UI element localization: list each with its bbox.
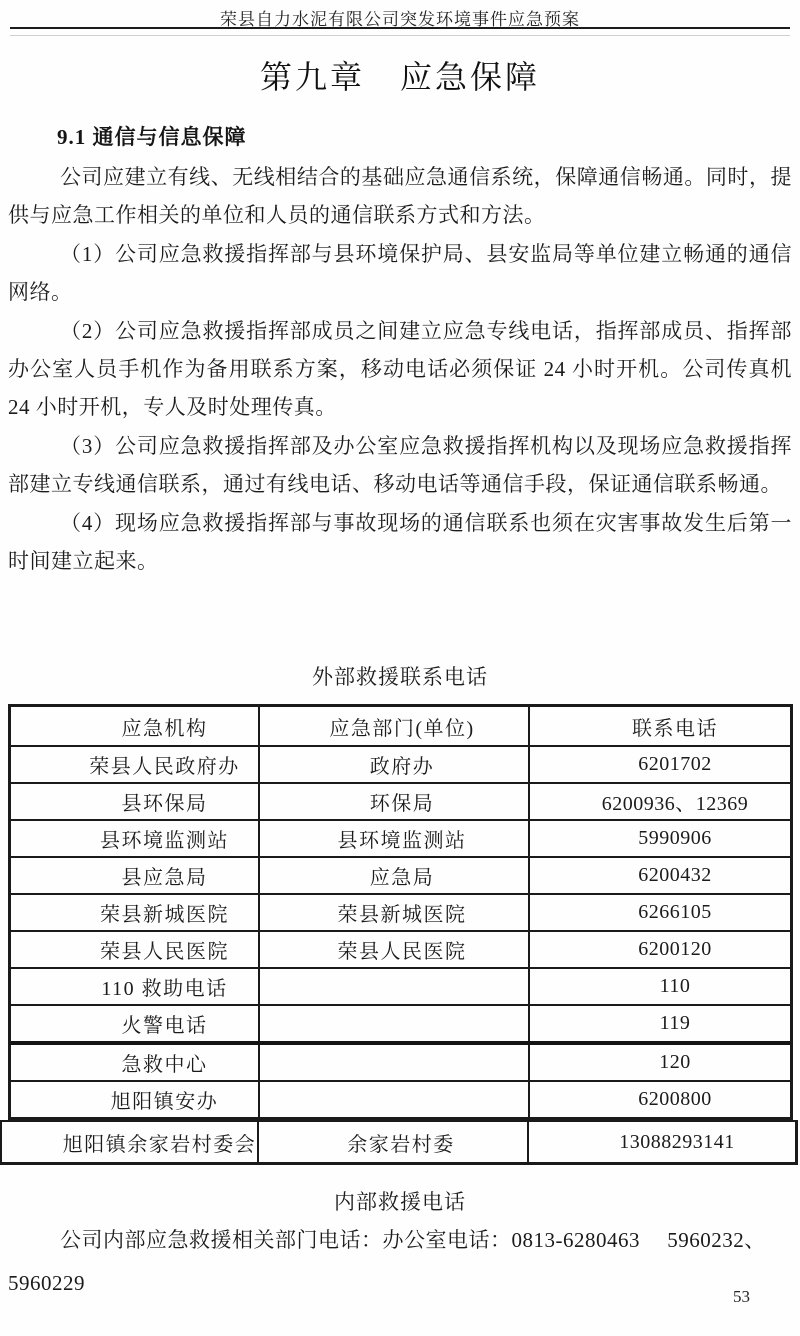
column-header-agency: 应急机构 xyxy=(121,717,208,740)
page-number: 53 xyxy=(733,1287,750,1306)
cell-phone: 6200800 xyxy=(638,1088,712,1110)
paragraph-item-2: （2）公司应急救援指挥部成员之间建立应急专线电话，指挥部成员、指挥部办公室人员手机作为备用联系方案，移动电话必须保证 24 小时开机。公司传真机 24 小时开机，专人及时处理传真。 xyxy=(8,318,792,420)
cell-phone: 6200432 xyxy=(638,864,712,886)
column-header-department: 应急部门(单位) xyxy=(258,707,530,745)
cell-phone: 6266105 xyxy=(638,901,712,923)
paragraph-item-4: （4）现场应急救援指挥部与事故现场的通信联系也须在灾害事故发生后第一时间建立起来。 xyxy=(8,510,792,574)
internal-phones-caption: 内部救援电话 xyxy=(334,1190,466,1214)
internal-phones-line: 公司内部应急救援相关部门电话：办公室电话：0813-6280463 5960232、 xyxy=(60,1228,766,1252)
paragraph-item-1: （1）公司应急救援指挥部与县环境保护局、县安监局等单位建立畅通的通信网络。 xyxy=(8,241,792,305)
cell-phone: 5990906 xyxy=(638,827,712,849)
table-row xyxy=(11,930,790,967)
cell-agency: 荣县新城医院 xyxy=(100,904,229,926)
header-rule xyxy=(10,27,790,29)
cell-department xyxy=(258,1045,530,1080)
cell-department: 政府办 xyxy=(258,747,530,782)
section-heading: 9.1 通信与信息保障 xyxy=(57,125,247,149)
cell-phone: 6200120 xyxy=(638,938,712,960)
cell-phone: 120 xyxy=(659,1051,691,1073)
table-row xyxy=(11,745,790,782)
cell-department: 应急局 xyxy=(258,858,530,893)
cell-department: 余家岩村委 xyxy=(257,1122,529,1162)
table-row xyxy=(11,1004,790,1041)
cell-department xyxy=(258,1006,530,1041)
cell-agency: 荣县人民医院 xyxy=(100,941,229,963)
cell-agency: 县环境监测站 xyxy=(100,830,229,852)
table-row xyxy=(11,967,790,1004)
table-row xyxy=(11,782,790,819)
cell-department: 荣县新城医院 xyxy=(258,895,530,930)
table-row xyxy=(11,856,790,893)
cell-agency: 县环保局 xyxy=(121,793,208,815)
cell-department: 环保局 xyxy=(258,784,530,819)
cell-agency: 县应急局 xyxy=(121,867,208,889)
cell-phone: 110 xyxy=(659,975,691,997)
cell-agency: 急救中心 xyxy=(121,1054,208,1076)
column-header-phone: 联系电话 xyxy=(632,717,718,740)
running-header: 荣县自力水泥有限公司突发环境事件应急预案 xyxy=(220,10,580,29)
cell-phone: 6201702 xyxy=(638,753,712,775)
cell-agency: 火警电话 xyxy=(121,1015,208,1037)
table-row xyxy=(11,819,790,856)
table-row xyxy=(11,1041,790,1080)
cell-department: 荣县人民医院 xyxy=(258,932,530,967)
chapter-title: 第九章 应急保障 xyxy=(259,59,540,95)
table-row xyxy=(11,1080,790,1117)
cell-department xyxy=(258,1082,530,1117)
internal-phones-line: 5960229 xyxy=(8,1271,85,1295)
header-rule-light xyxy=(10,35,790,36)
paragraph-intro: 公司应建立有线、无线相结合的基础应急通信系统，保障通信畅通。同时，提供与应急工作相关的单位和人员的通信联系方式和方法。 xyxy=(8,165,792,228)
internal-phones-text xyxy=(8,1219,792,1305)
cell-agency: 旭阳镇安办 xyxy=(110,1091,219,1113)
table-row xyxy=(11,893,790,930)
external-table-caption: 外部救援联系电话 xyxy=(312,665,488,689)
external-phone-table xyxy=(8,704,793,1165)
cell-department: 县环境监测站 xyxy=(258,821,530,856)
external-phone-table-main xyxy=(8,704,793,1120)
body-paragraphs xyxy=(8,158,792,580)
cell-department xyxy=(258,969,530,1004)
table-header-row xyxy=(11,707,790,745)
cell-phone: 13088293141 xyxy=(619,1130,735,1153)
cell-agency: 荣县人民政府办 xyxy=(89,756,240,778)
cell-phone: 6200936、12369 xyxy=(601,793,749,815)
cell-agency: 旭阳镇余家岩村委会 xyxy=(62,1133,257,1156)
cell-phone: 119 xyxy=(659,1012,691,1034)
cell-agency: 110 救助电话 xyxy=(101,978,228,1000)
table-row xyxy=(0,1120,798,1165)
paragraph-item-3: （3）公司应急救援指挥部及办公室应急救援指挥机构以及现场应急救援指挥部建立专线通信联系，通过有线电话、移动电话等通信手段，保证通信联系畅通。 xyxy=(8,433,792,497)
